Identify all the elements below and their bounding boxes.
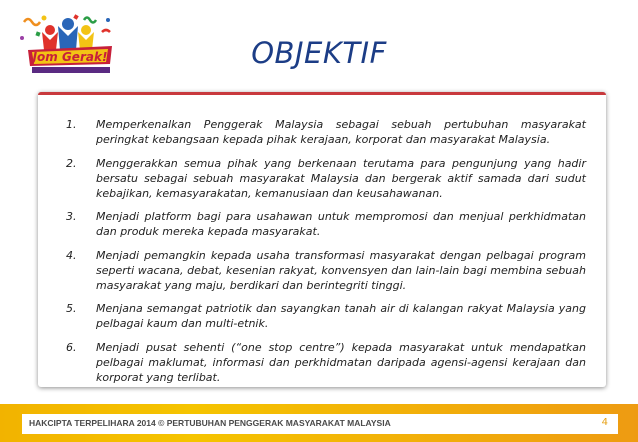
footer: [0, 404, 638, 442]
objective-number: 5.: [66, 302, 77, 315]
footer-bar: [22, 414, 618, 434]
objective-number: 6.: [66, 340, 77, 354]
objective-item: [66, 209, 586, 239]
page-number: 4: [601, 417, 608, 428]
objectives-list: [66, 117, 586, 393]
logo-wordmark: Jom Gerak!: [32, 50, 108, 64]
objective-text: Menggerakkan semua pihak yang berkenaan terutama para pengunjung yang hadir bersatu sebagai sebuah masyarakat Malaysia dan bergerak aktif samada dari sudut kebajikan, kemasyarakatan, kemanusiaan dan keusahawanan.: [96, 156, 586, 200]
objective-text: Menjadi pusat sehenti (“one stop centre”) kepada masyarakat untuk mendapatkan pelbagai maklumat, informasi dan perkhidmatan daripada agensi-agensi kerajaan dan korporat yang terlibat.: [96, 340, 586, 384]
objective-number: 3.: [66, 210, 77, 223]
objective-item: [66, 248, 586, 293]
objective-text: Menjana semangat patriotik dan sayangkan tanah air di kalangan rakyat Malaysia yang pelbagai kaum dan multi-etnik.: [96, 302, 586, 330]
copyright-text: HAKCIPTA TERPELIHARA 2014 © PERTUBUHAN PENGGERAK MASYARAKAT MALAYSIA: [29, 418, 391, 428]
page-title: OBJEKTIF: [251, 36, 387, 70]
objective-item: [66, 301, 586, 331]
objective-number: 4.: [66, 248, 77, 262]
objectives-panel: [38, 92, 606, 387]
objective-text: Memperkenalkan Penggerak Malaysia sebagai sebuah pertubuhan masyarakat peringkat kebangsaan kepada pihak kerajaan, korporat dan masyarakat Malaysia.: [96, 118, 586, 146]
objective-number: 1.: [66, 118, 77, 131]
objective-number: 2.: [66, 156, 77, 170]
jom-gerak-logo: [14, 12, 122, 78]
objective-item: [66, 117, 586, 147]
objective-item: [66, 156, 586, 201]
objective-text: Menjadi pemangkin kepada usaha transformasi masyarakat dengan pelbagai program seperti wacana, debat, kesenian rakyat, konvensyen dan lain-lain bagi membina sebuah masyarakat yang maju, berdikari dan berintegriti tinggi.: [96, 248, 586, 292]
objective-item: [66, 340, 586, 385]
objective-text: Menjadi platform bagi para usahawan untuk mempromosi dan menjual perkhidmatan dan produk mereka kepada masyarakat.: [96, 210, 586, 238]
